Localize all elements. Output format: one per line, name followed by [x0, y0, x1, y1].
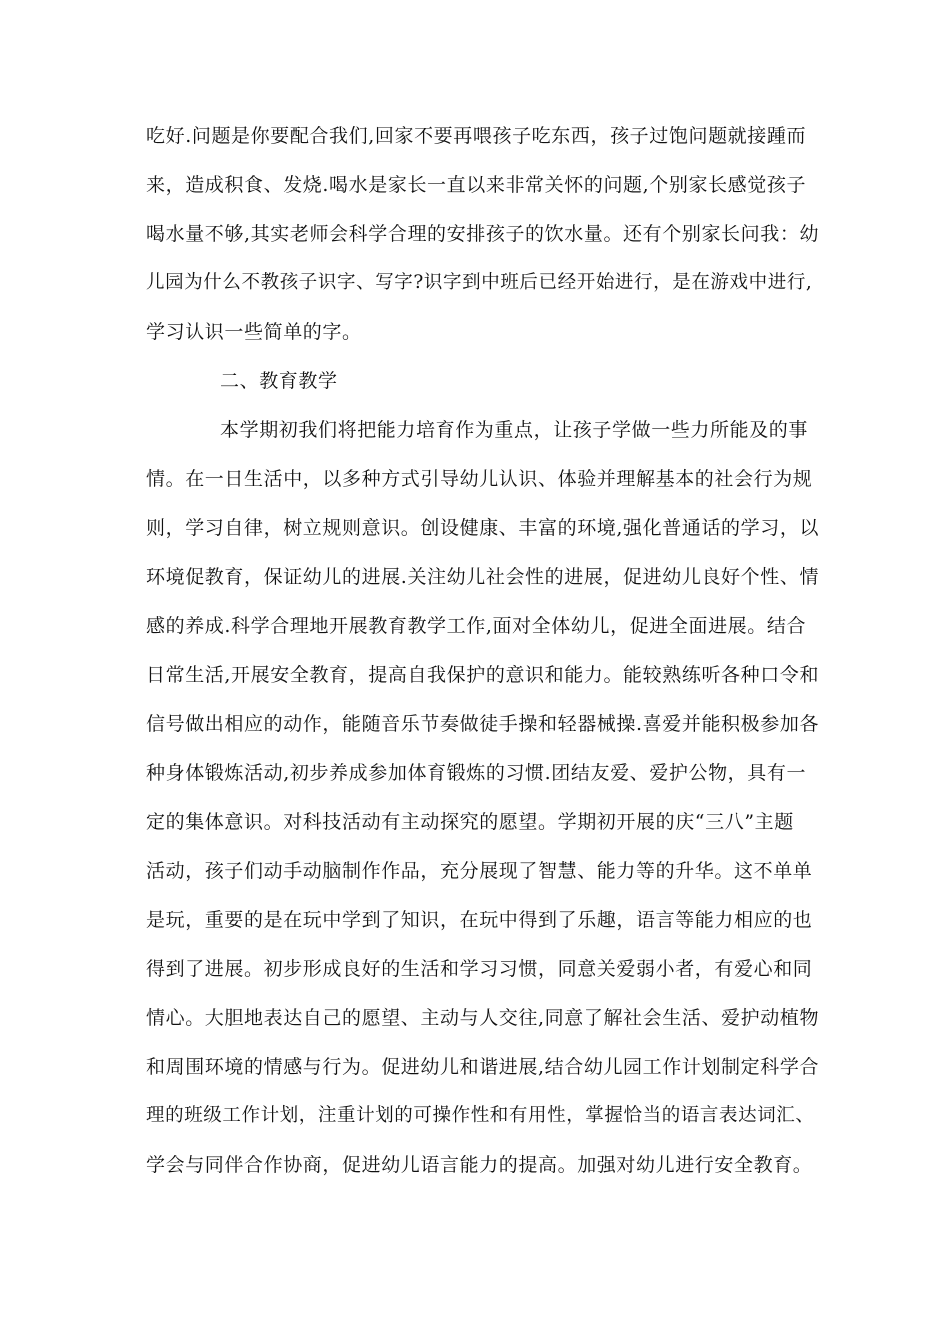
text-line: 得到了进展。初步形成良好的生活和学习习惯，同意关爱弱小者，有爱心和同 — [146, 958, 813, 980]
text-line: 种身体锻炼活动,初步养成参加体育锻炼的习惯.团结友爱、爱护公物，具有一 — [146, 762, 807, 784]
text-line: 本学期初我们将把能力培育作为重点，让孩子学做一些力所能及的事 — [220, 419, 809, 441]
text-line: 信号做出相应的动作，能随音乐节奏做徒手操和轻器械操.喜爱并能积极参加各 — [146, 713, 820, 735]
text-line: 理的班级工作计划，注重计划的可操作性和有用性，掌握恰当的语言表达词汇、 — [146, 1105, 815, 1126]
text-line: 和周围环境的情感与行为。促进幼儿和谐进展,结合幼儿园工作计划制定科学合 — [146, 1056, 820, 1078]
text-line: 活动，孩子们动手动脑制作作品，充分展现了智慧、能力等的升华。这不单单 — [146, 860, 813, 882]
text-line: 情心。大胆地表达自己的愿望、主动与人交往,同意了解社会生活、爱护动植物 — [146, 1007, 820, 1029]
text-line: 学会与同伴合作协商，促进幼儿语言能力的提高。加强对幼儿进行安全教育。 — [146, 1154, 813, 1176]
text-line: 感的养成.科学合理地开展教育教学工作,面对全体幼儿，促进全面进展。结合 — [146, 615, 807, 637]
text-line: 环境促教育，保证幼儿的进展.关注幼儿社会性的进展，促进幼儿良好个性、情 — [146, 566, 820, 588]
text-line: 定的集体意识。对科技活动有主动探究的愿望。学期初开展的庆“三八”主题 — [146, 811, 794, 833]
text-line: 儿园为什么不教孩子识字、写字?识字到中班后已经开始进行，是在游戏中进行, — [146, 272, 813, 293]
text-line: 日常生活,开展安全教育，提高自我保护的意识和能力。能较熟练听各种口令和 — [146, 664, 820, 686]
text-line: 吃好.问题是你要配合我们,回家不要再喂孩子吃东西，孩子过饱问题就接踵而 — [146, 125, 807, 147]
text-line: 是玩，重要的是在玩中学到了知识，在玩中得到了乐趣，语言等能力相应的也 — [146, 909, 813, 931]
text-line: 则，学习自律，树立规则意识。创设健康、丰富的环境,强化普通话的学习，以 — [146, 517, 820, 539]
section-heading: 二、教育教学 — [220, 370, 338, 392]
text-line: 喝水量不够,其实老师会科学合理的安排孩子的饮水量。还有个别家长问我：幼 — [146, 223, 820, 245]
text-line: 学习认识一些简单的字。 — [146, 321, 362, 343]
text-line: 来，造成积食、发烧.喝水是家长一直以来非常关怀的问题,个别家长感觉孩子 — [146, 174, 807, 196]
text-line: 情。在一日生活中，以多种方式引导幼儿认识、体验并理解基本的社会行为规 — [146, 468, 813, 490]
